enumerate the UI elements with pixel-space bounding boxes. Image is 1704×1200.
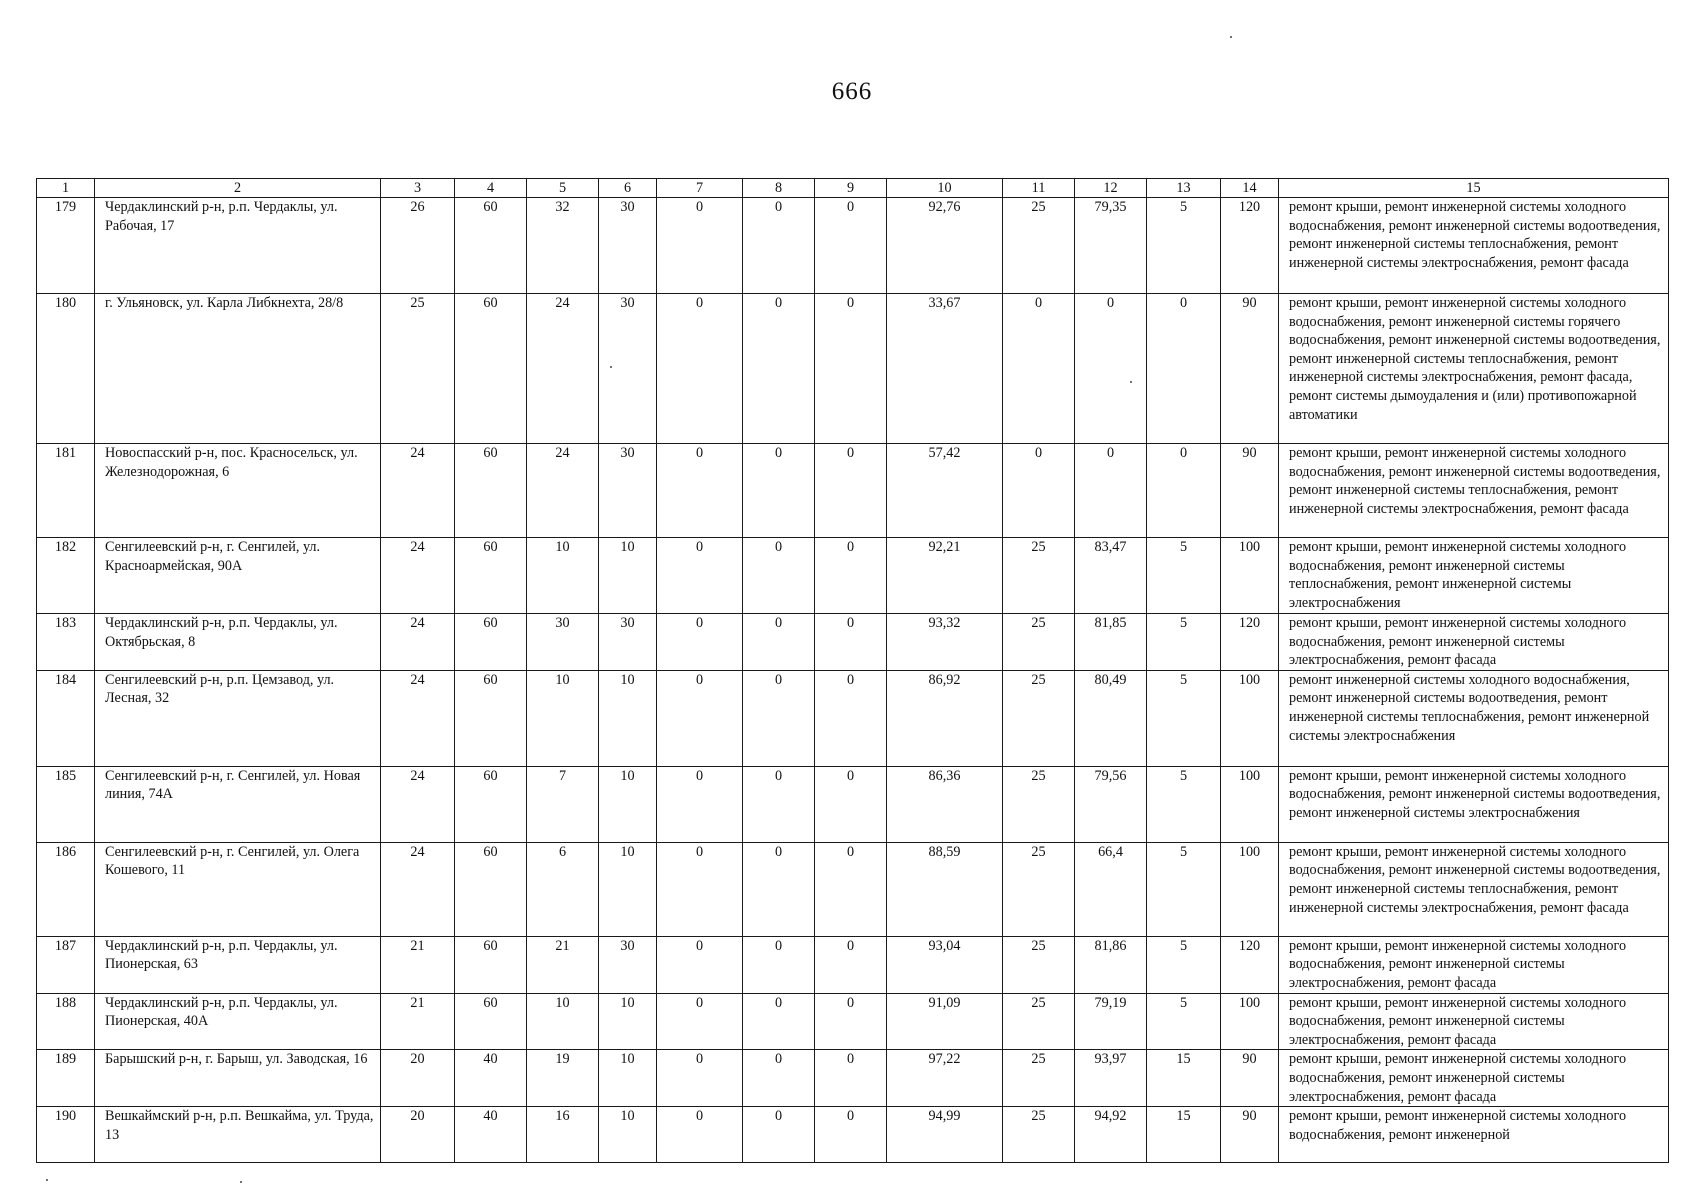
value-cell-col-3: 24 [381, 614, 455, 671]
value-cell-col-14: 100 [1221, 538, 1279, 614]
value-cell-col-3: 21 [381, 936, 455, 993]
value-cell-col-10: 57,42 [887, 444, 1003, 538]
value-cell-col-10: 88,59 [887, 842, 1003, 936]
works-cell: ремонт крыши, ремонт инженерной системы холодного водоснабжения, ремонт инженерной системы горячего водоснабжения, ремонт инженерной системы водоотведения, ремонт инженерной системы теплоснабжения, ремонт инженерной системы электроснабжения, ремонт фасада, ремонт системы дымоудаления и (или) противопожарной автоматики [1279, 294, 1669, 444]
column-header-1: 1 [37, 179, 95, 198]
value-cell-col-4: 60 [455, 538, 527, 614]
value-cell-col-9: 0 [815, 444, 887, 538]
row-number-cell: 190 [37, 1107, 95, 1163]
value-cell-col-4: 60 [455, 842, 527, 936]
value-cell-col-8: 0 [743, 294, 815, 444]
column-header-3: 3 [381, 179, 455, 198]
value-cell-col-8: 0 [743, 1050, 815, 1107]
works-cell: ремонт крыши, ремонт инженерной системы холодного водоснабжения, ремонт инженерной системы электроснабжения, ремонт фасада [1279, 993, 1669, 1050]
table-body [37, 198, 1669, 1163]
value-cell-col-13: 5 [1147, 936, 1221, 993]
value-cell-col-9: 0 [815, 198, 887, 294]
value-cell-col-7: 0 [657, 842, 743, 936]
value-cell-col-11: 0 [1003, 294, 1075, 444]
value-cell-col-8: 0 [743, 766, 815, 842]
works-cell: ремонт крыши, ремонт инженерной системы холодного водоснабжения, ремонт инженерной системы водоотведения, ремонт инженерной системы теплоснабжения, ремонт инженерной системы электроснабжения, ремонт фасада [1279, 444, 1669, 538]
table-row [37, 1107, 1669, 1163]
value-cell-col-11: 0 [1003, 444, 1075, 538]
value-cell-col-9: 0 [815, 538, 887, 614]
value-cell-col-11: 25 [1003, 1050, 1075, 1107]
table-row [37, 444, 1669, 538]
column-header-14: 14 [1221, 179, 1279, 198]
value-cell-col-4: 60 [455, 444, 527, 538]
address-cell: Сенгилеевский р-н, р.п. Цемзавод, ул. Лесная, 32 [95, 670, 381, 766]
value-cell-col-5: 6 [527, 842, 599, 936]
address-cell: Чердаклинский р-н, р.п. Чердаклы, ул. Октябрьская, 8 [95, 614, 381, 671]
value-cell-col-12: 81,86 [1075, 936, 1147, 993]
value-cell-col-5: 7 [527, 766, 599, 842]
value-cell-col-6: 10 [599, 670, 657, 766]
address-cell: Сенгилеевский р-н, г. Сенгилей, ул. Красноармейская, 90А [95, 538, 381, 614]
value-cell-col-7: 0 [657, 538, 743, 614]
value-cell-col-3: 20 [381, 1107, 455, 1163]
works-cell: ремонт крыши, ремонт инженерной системы холодного водоснабжения, ремонт инженерной системы водоотведения, ремонт инженерной системы теплоснабжения, ремонт инженерной системы электроснабжения, ремонт фасада [1279, 842, 1669, 936]
table-row [37, 993, 1669, 1050]
value-cell-col-11: 25 [1003, 1107, 1075, 1163]
value-cell-col-13: 0 [1147, 294, 1221, 444]
value-cell-col-5: 10 [527, 993, 599, 1050]
address-cell: Сенгилеевский р-н, г. Сенгилей, ул. Олега Кошевого, 11 [95, 842, 381, 936]
value-cell-col-3: 24 [381, 670, 455, 766]
value-cell-col-5: 24 [527, 444, 599, 538]
scan-speck [46, 1179, 48, 1181]
value-cell-col-14: 120 [1221, 936, 1279, 993]
value-cell-col-10: 92,21 [887, 538, 1003, 614]
value-cell-col-11: 25 [1003, 538, 1075, 614]
column-number-row [37, 179, 1669, 198]
value-cell-col-9: 0 [815, 766, 887, 842]
value-cell-col-5: 30 [527, 614, 599, 671]
column-header-10: 10 [887, 179, 1003, 198]
value-cell-col-8: 0 [743, 993, 815, 1050]
value-cell-col-3: 24 [381, 538, 455, 614]
value-cell-col-9: 0 [815, 936, 887, 993]
value-cell-col-14: 100 [1221, 993, 1279, 1050]
table-row [37, 614, 1669, 671]
works-cell: ремонт крыши, ремонт инженерной системы холодного водоснабжения, ремонт инженерной системы электроснабжения, ремонт фасада [1279, 936, 1669, 993]
value-cell-col-6: 10 [599, 538, 657, 614]
scan-speck [1130, 381, 1132, 383]
value-cell-col-5: 16 [527, 1107, 599, 1163]
value-cell-col-14: 120 [1221, 614, 1279, 671]
works-cell: ремонт крыши, ремонт инженерной системы холодного водоснабжения, ремонт инженерной системы теплоснабжения, ремонт инженерной системы электроснабжения [1279, 538, 1669, 614]
row-number-cell: 188 [37, 993, 95, 1050]
column-header-15: 15 [1279, 179, 1669, 198]
value-cell-col-10: 93,04 [887, 936, 1003, 993]
value-cell-col-4: 60 [455, 294, 527, 444]
value-cell-col-13: 5 [1147, 614, 1221, 671]
row-number-cell: 185 [37, 766, 95, 842]
value-cell-col-6: 10 [599, 842, 657, 936]
works-cell: ремонт крыши, ремонт инженерной системы холодного водоснабжения, ремонт инженерной системы электроснабжения, ремонт фасада [1279, 1050, 1669, 1107]
column-header-6: 6 [599, 179, 657, 198]
value-cell-col-9: 0 [815, 842, 887, 936]
value-cell-col-9: 0 [815, 614, 887, 671]
value-cell-col-14: 90 [1221, 1107, 1279, 1163]
value-cell-col-5: 10 [527, 538, 599, 614]
value-cell-col-3: 20 [381, 1050, 455, 1107]
column-header-7: 7 [657, 179, 743, 198]
value-cell-col-14: 100 [1221, 670, 1279, 766]
value-cell-col-13: 0 [1147, 444, 1221, 538]
value-cell-col-11: 25 [1003, 766, 1075, 842]
address-cell: Новоспасский р-н, пос. Красносельск, ул. Железнодорожная, 6 [95, 444, 381, 538]
value-cell-col-3: 24 [381, 842, 455, 936]
column-header-5: 5 [527, 179, 599, 198]
value-cell-col-6: 10 [599, 1107, 657, 1163]
row-number-cell: 179 [37, 198, 95, 294]
works-cell: ремонт инженерной системы холодного водоснабжения, ремонт инженерной системы водоотведения, ремонт инженерной системы теплоснабжения, ремонт инженерной системы электроснабжения [1279, 670, 1669, 766]
value-cell-col-12: 94,92 [1075, 1107, 1147, 1163]
row-number-cell: 186 [37, 842, 95, 936]
address-cell: Барышский р-н, г. Барыш, ул. Заводская, 16 [95, 1050, 381, 1107]
row-number-cell: 184 [37, 670, 95, 766]
value-cell-col-8: 0 [743, 614, 815, 671]
table-row [37, 842, 1669, 936]
column-header-11: 11 [1003, 179, 1075, 198]
column-header-2: 2 [95, 179, 381, 198]
value-cell-col-4: 40 [455, 1050, 527, 1107]
value-cell-col-6: 30 [599, 444, 657, 538]
column-header-9: 9 [815, 179, 887, 198]
value-cell-col-12: 80,49 [1075, 670, 1147, 766]
value-cell-col-14: 100 [1221, 842, 1279, 936]
table-row [37, 1050, 1669, 1107]
address-cell: Вешкаймский р-н, р.п. Вешкайма, ул. Труда, 13 [95, 1107, 381, 1163]
address-cell: Чердаклинский р-н, р.п. Чердаклы, ул. Пионерская, 40А [95, 993, 381, 1050]
value-cell-col-4: 60 [455, 614, 527, 671]
column-header-13: 13 [1147, 179, 1221, 198]
column-header-8: 8 [743, 179, 815, 198]
value-cell-col-6: 10 [599, 766, 657, 842]
value-cell-col-3: 24 [381, 766, 455, 842]
row-number-cell: 183 [37, 614, 95, 671]
table-row [37, 294, 1669, 444]
value-cell-col-6: 30 [599, 294, 657, 444]
value-cell-col-12: 79,35 [1075, 198, 1147, 294]
value-cell-col-11: 25 [1003, 198, 1075, 294]
scan-speck [610, 366, 612, 368]
value-cell-col-9: 0 [815, 670, 887, 766]
value-cell-col-8: 0 [743, 444, 815, 538]
value-cell-col-12: 0 [1075, 444, 1147, 538]
value-cell-col-9: 0 [815, 1050, 887, 1107]
value-cell-col-8: 0 [743, 670, 815, 766]
value-cell-col-12: 79,56 [1075, 766, 1147, 842]
value-cell-col-8: 0 [743, 842, 815, 936]
works-cell: ремонт крыши, ремонт инженерной системы холодного водоснабжения, ремонт инженерной [1279, 1107, 1669, 1163]
value-cell-col-13: 5 [1147, 993, 1221, 1050]
value-cell-col-8: 0 [743, 936, 815, 993]
address-cell: Чердаклинский р-н, р.п. Чердаклы, ул. Рабочая, 17 [95, 198, 381, 294]
value-cell-col-10: 92,76 [887, 198, 1003, 294]
row-number-cell: 180 [37, 294, 95, 444]
value-cell-col-8: 0 [743, 198, 815, 294]
value-cell-col-12: 93,97 [1075, 1050, 1147, 1107]
value-cell-col-3: 21 [381, 993, 455, 1050]
value-cell-col-10: 33,67 [887, 294, 1003, 444]
works-cell: ремонт крыши, ремонт инженерной системы холодного водоснабжения, ремонт инженерной системы водоотведения, ремонт инженерной системы теплоснабжения, ремонт инженерной системы электроснабжения, ремонт фасада [1279, 198, 1669, 294]
row-number-cell: 189 [37, 1050, 95, 1107]
value-cell-col-4: 40 [455, 1107, 527, 1163]
row-number-cell: 182 [37, 538, 95, 614]
value-cell-col-12: 83,47 [1075, 538, 1147, 614]
value-cell-col-6: 30 [599, 198, 657, 294]
value-cell-col-7: 0 [657, 993, 743, 1050]
column-header-4: 4 [455, 179, 527, 198]
value-cell-col-12: 66,4 [1075, 842, 1147, 936]
works-cell: ремонт крыши, ремонт инженерной системы холодного водоснабжения, ремонт инженерной системы водоотведения, ремонт инженерной системы электроснабжения [1279, 766, 1669, 842]
address-cell: г. Ульяновск, ул. Карла Либкнехта, 28/8 [95, 294, 381, 444]
value-cell-col-12: 81,85 [1075, 614, 1147, 671]
value-cell-col-11: 25 [1003, 614, 1075, 671]
value-cell-col-14: 100 [1221, 766, 1279, 842]
value-cell-col-4: 60 [455, 766, 527, 842]
value-cell-col-13: 5 [1147, 198, 1221, 294]
value-cell-col-11: 25 [1003, 993, 1075, 1050]
value-cell-col-13: 15 [1147, 1107, 1221, 1163]
value-cell-col-5: 21 [527, 936, 599, 993]
value-cell-col-7: 0 [657, 294, 743, 444]
value-cell-col-7: 0 [657, 766, 743, 842]
value-cell-col-9: 0 [815, 1107, 887, 1163]
value-cell-col-6: 10 [599, 993, 657, 1050]
value-cell-col-10: 93,32 [887, 614, 1003, 671]
value-cell-col-14: 90 [1221, 294, 1279, 444]
value-cell-col-11: 25 [1003, 842, 1075, 936]
table-row [37, 198, 1669, 294]
value-cell-col-4: 60 [455, 670, 527, 766]
value-cell-col-7: 0 [657, 1107, 743, 1163]
value-cell-col-3: 24 [381, 444, 455, 538]
value-cell-col-7: 0 [657, 198, 743, 294]
value-cell-col-3: 26 [381, 198, 455, 294]
value-cell-col-4: 60 [455, 993, 527, 1050]
column-header-12: 12 [1075, 179, 1147, 198]
value-cell-col-10: 91,09 [887, 993, 1003, 1050]
value-cell-col-7: 0 [657, 444, 743, 538]
value-cell-col-4: 60 [455, 198, 527, 294]
value-cell-col-5: 32 [527, 198, 599, 294]
table-row [37, 766, 1669, 842]
value-cell-col-5: 19 [527, 1050, 599, 1107]
page-number: 666 [831, 78, 873, 105]
address-cell: Чердаклинский р-н, р.п. Чердаклы, ул. Пионерская, 63 [95, 936, 381, 993]
value-cell-col-14: 90 [1221, 444, 1279, 538]
value-cell-col-5: 24 [527, 294, 599, 444]
value-cell-col-12: 0 [1075, 294, 1147, 444]
row-number-cell: 187 [37, 936, 95, 993]
value-cell-col-14: 120 [1221, 198, 1279, 294]
value-cell-col-14: 90 [1221, 1050, 1279, 1107]
value-cell-col-13: 15 [1147, 1050, 1221, 1107]
value-cell-col-9: 0 [815, 294, 887, 444]
repair-program-table [36, 178, 1669, 1163]
value-cell-col-10: 86,36 [887, 766, 1003, 842]
table-row [37, 936, 1669, 993]
value-cell-col-10: 94,99 [887, 1107, 1003, 1163]
value-cell-col-13: 5 [1147, 670, 1221, 766]
value-cell-col-10: 86,92 [887, 670, 1003, 766]
value-cell-col-7: 0 [657, 936, 743, 993]
value-cell-col-7: 0 [657, 614, 743, 671]
works-cell: ремонт крыши, ремонт инженерной системы холодного водоснабжения, ремонт инженерной системы электроснабжения, ремонт фасада [1279, 614, 1669, 671]
value-cell-col-5: 10 [527, 670, 599, 766]
value-cell-col-12: 79,19 [1075, 993, 1147, 1050]
value-cell-col-8: 0 [743, 1107, 815, 1163]
value-cell-col-6: 10 [599, 1050, 657, 1107]
value-cell-col-13: 5 [1147, 766, 1221, 842]
table-row [37, 670, 1669, 766]
value-cell-col-11: 25 [1003, 670, 1075, 766]
value-cell-col-8: 0 [743, 538, 815, 614]
table-row [37, 538, 1669, 614]
value-cell-col-9: 0 [815, 993, 887, 1050]
value-cell-col-7: 0 [657, 670, 743, 766]
value-cell-col-10: 97,22 [887, 1050, 1003, 1107]
value-cell-col-3: 25 [381, 294, 455, 444]
value-cell-col-4: 60 [455, 936, 527, 993]
address-cell: Сенгилеевский р-н, г. Сенгилей, ул. Новая линия, 74А [95, 766, 381, 842]
scan-speck [240, 1181, 242, 1183]
value-cell-col-11: 25 [1003, 936, 1075, 993]
value-cell-col-6: 30 [599, 614, 657, 671]
value-cell-col-6: 30 [599, 936, 657, 993]
value-cell-col-13: 5 [1147, 842, 1221, 936]
scan-speck [1230, 36, 1232, 38]
value-cell-col-13: 5 [1147, 538, 1221, 614]
row-number-cell: 181 [37, 444, 95, 538]
value-cell-col-7: 0 [657, 1050, 743, 1107]
